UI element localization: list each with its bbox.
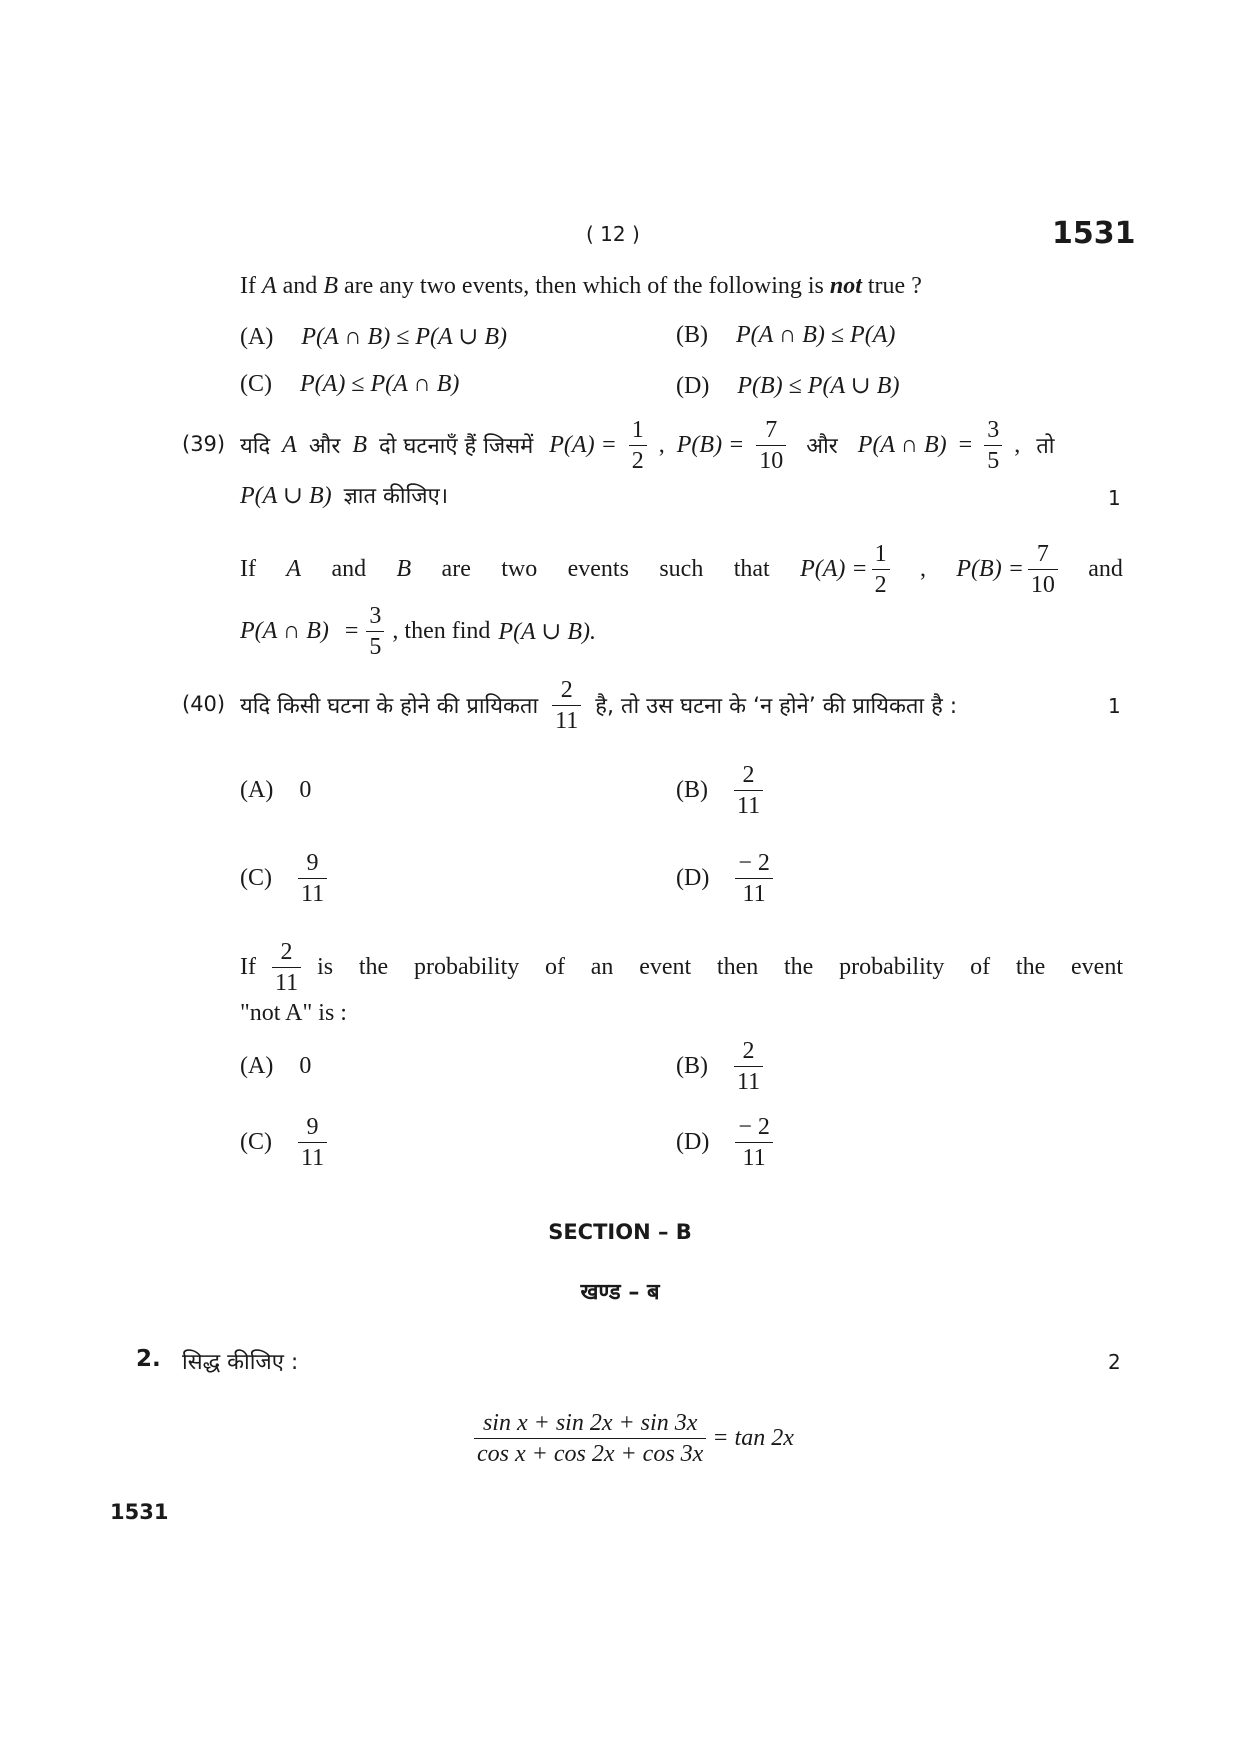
- numerator: 2: [734, 763, 763, 791]
- q38-option-c: [240, 371, 459, 398]
- q38-text: and: [282, 273, 318, 299]
- q39-fraction-half: [872, 542, 890, 597]
- q2-fraction: [474, 1411, 706, 1466]
- q39-var-a: A: [286, 555, 302, 582]
- option-expression: P(A ∩ B) ≤ P(A): [736, 322, 896, 348]
- denominator: 11: [737, 1068, 761, 1095]
- denominator: 5: [369, 633, 382, 660]
- q39-en-text: and: [1088, 555, 1123, 582]
- numerator: 2: [552, 678, 581, 706]
- option-value: 0: [299, 1052, 312, 1079]
- paper-code-footer: 1531: [110, 1500, 169, 1524]
- q39-pab-union: P(A ∪ B).: [498, 618, 597, 645]
- comma: ,: [658, 431, 665, 458]
- numerator: 9: [298, 1115, 327, 1143]
- numerator: 2: [272, 940, 301, 968]
- q39-pab-intersection: P(A ∩ B): [240, 617, 329, 644]
- denominator: 11: [274, 969, 299, 996]
- q39-var-a: A: [282, 431, 297, 458]
- q39-en-text: and: [331, 555, 367, 582]
- numerator: 3: [984, 418, 1002, 446]
- denominator: 11: [742, 1144, 766, 1171]
- q40-hi-option-a: [240, 760, 311, 820]
- q39-pab-intersection: P(A ∩ B): [857, 431, 947, 458]
- q40-en-option-d: [676, 1112, 773, 1172]
- option-label: (D): [676, 373, 710, 399]
- q2-numerator: sin x + sin 2x + sin 3x: [474, 1411, 706, 1439]
- option-label: (D): [676, 864, 710, 891]
- denominator: 11: [737, 792, 761, 819]
- option-fraction: [734, 1039, 763, 1094]
- q39-fraction-7-10: [756, 418, 786, 473]
- q40-hi-option-b: [676, 760, 763, 820]
- q40-en-text: If: [240, 953, 256, 980]
- denominator: 11: [555, 707, 579, 734]
- q39-hi-text: दो घटनाएँ हैं जिसमें: [379, 434, 534, 459]
- denominator: 11: [742, 880, 766, 907]
- q39-pa: P(A) =: [549, 431, 617, 458]
- q39-en-pa-group: [800, 542, 890, 597]
- numerator: 9: [298, 851, 327, 879]
- equals: =: [958, 431, 973, 458]
- option-value: 0: [299, 776, 312, 803]
- q39-hi-text: और: [806, 434, 838, 459]
- q40-hi-option-d: [676, 848, 773, 908]
- option-label: (A): [240, 776, 274, 803]
- option-expression: P(B) ≤ P(A ∪ B): [737, 373, 900, 399]
- q38-var-a: A: [261, 273, 277, 299]
- q40-hi-option-c: [240, 848, 327, 908]
- option-fraction: [735, 851, 773, 906]
- q2-marks: 2: [1108, 1350, 1121, 1374]
- q39-hindi-line2: [240, 480, 448, 510]
- q40-en-text: is the probability of an event then the probability of the event: [317, 953, 1123, 980]
- option-label: (C): [240, 1128, 272, 1155]
- option-expression: P(A ∩ B) ≤ P(A ∪ B): [301, 324, 508, 350]
- page-number: ( 12 ): [586, 222, 640, 246]
- q38-stem: [240, 273, 922, 300]
- q40-marks: 1: [1108, 694, 1121, 718]
- denominator: 5: [987, 447, 1000, 474]
- q40-en-option-b: [676, 1036, 763, 1096]
- q39-hi-text: यदि: [240, 434, 271, 459]
- q40-fraction: [272, 940, 301, 995]
- numerator: 1: [629, 418, 647, 446]
- q39-hi-text: तो: [1036, 434, 1055, 459]
- q38-text: are any two events, then which of the following is: [343, 273, 824, 299]
- q38-var-b: B: [323, 273, 338, 299]
- q39-hi-text: और: [308, 434, 341, 459]
- denominator: 2: [874, 571, 887, 598]
- q39-pab-union: P(A ∪ B): [240, 482, 332, 509]
- q39-en-text: If: [240, 555, 256, 582]
- q39-var-b: B: [396, 555, 412, 582]
- q39-en-text: , then find: [392, 617, 491, 644]
- comma: ,: [920, 555, 926, 582]
- q40-fraction: [552, 678, 581, 733]
- q2-denominator: cos x + cos 2x + cos 3x: [477, 1440, 704, 1467]
- option-label: (C): [240, 864, 272, 891]
- denominator: 10: [759, 447, 784, 474]
- q39-marks: 1: [1108, 486, 1121, 510]
- option-fraction: [734, 763, 763, 818]
- option-label: (A): [240, 1052, 274, 1079]
- q2-rhs: = tan 2x: [712, 1424, 794, 1451]
- option-fraction: [298, 851, 327, 906]
- q39-hi-text: ज्ञात कीजिए।: [343, 484, 449, 509]
- q39-pb: P(B) =: [676, 431, 745, 458]
- option-label: (B): [676, 322, 708, 348]
- q40-english-line: [240, 936, 1123, 998]
- q40-en-option-c: [240, 1112, 327, 1172]
- q40-hi-text: यदि किसी घटना के होने की प्रायिकता: [240, 694, 539, 719]
- q39-hindi-line: [240, 414, 1054, 476]
- q39-fraction-7-10: [1028, 542, 1058, 597]
- option-label: (D): [676, 1128, 710, 1155]
- q38-option-b: [676, 322, 895, 349]
- numerator: 1: [872, 542, 890, 570]
- q38-option-a: [240, 322, 507, 351]
- q38-emphasis: not: [829, 273, 862, 299]
- comma: ,: [1014, 431, 1021, 458]
- option-fraction: [735, 1115, 773, 1170]
- q38-option-d: [676, 371, 899, 400]
- numerator: 7: [756, 418, 786, 446]
- q39-en-text: that: [733, 555, 770, 582]
- option-label: (B): [676, 1052, 708, 1079]
- numerator: − 2: [735, 1115, 773, 1143]
- q2-number: 2.: [136, 1346, 161, 1372]
- q40-en-option-a: [240, 1036, 311, 1096]
- q39-en-text: such: [659, 555, 704, 582]
- option-label: (A): [240, 324, 274, 350]
- q39-var-b: B: [352, 431, 367, 458]
- section-title-hi: खण्ड – ब: [580, 1280, 660, 1305]
- numerator: − 2: [735, 851, 773, 879]
- q39-pb: P(B) =: [956, 555, 1024, 582]
- q39-en-pb-group: [956, 542, 1058, 597]
- option-fraction: [298, 1115, 327, 1170]
- numerator: 3: [366, 604, 384, 632]
- q38-text: If: [240, 273, 256, 299]
- q2-identity: [474, 1402, 794, 1474]
- q40-english-line2: "not A" is :: [240, 1000, 347, 1026]
- q38-text: true ?: [867, 273, 922, 299]
- option-expression: P(A) ≤ P(A ∩ B): [300, 371, 460, 397]
- numerator: 2: [734, 1039, 763, 1067]
- q39-pa: P(A) =: [800, 555, 868, 582]
- q39-number: (39): [182, 432, 226, 456]
- q40-hindi-line: [240, 674, 957, 736]
- denominator: 11: [301, 1144, 325, 1171]
- q39-fraction-3-5: [366, 604, 384, 659]
- equals: =: [344, 617, 359, 644]
- paper-code-header: 1531: [1052, 216, 1136, 251]
- q39-en-text: events: [567, 555, 629, 582]
- q40-number: (40): [182, 692, 226, 716]
- q39-fraction-3-5: [984, 418, 1002, 473]
- q39-english-line2: [240, 600, 596, 662]
- numerator: 7: [1028, 542, 1058, 570]
- option-label: (B): [676, 776, 708, 803]
- q2-hi-text: सिद्ध कीजिए :: [182, 1350, 299, 1375]
- q40-hi-text: है, तो उस घटना के ‘न होने’ की प्रायिकता है :: [595, 694, 958, 719]
- denominator: 11: [301, 880, 325, 907]
- q39-en-text: are: [441, 555, 471, 582]
- section-title-en: SECTION – B: [548, 1220, 692, 1244]
- denominator: 2: [631, 447, 644, 474]
- denominator: 10: [1030, 571, 1055, 598]
- q39-fraction-half: [629, 418, 647, 473]
- q39-english-line: [240, 538, 1123, 600]
- q39-en-text: two: [501, 555, 538, 582]
- option-label: (C): [240, 371, 272, 397]
